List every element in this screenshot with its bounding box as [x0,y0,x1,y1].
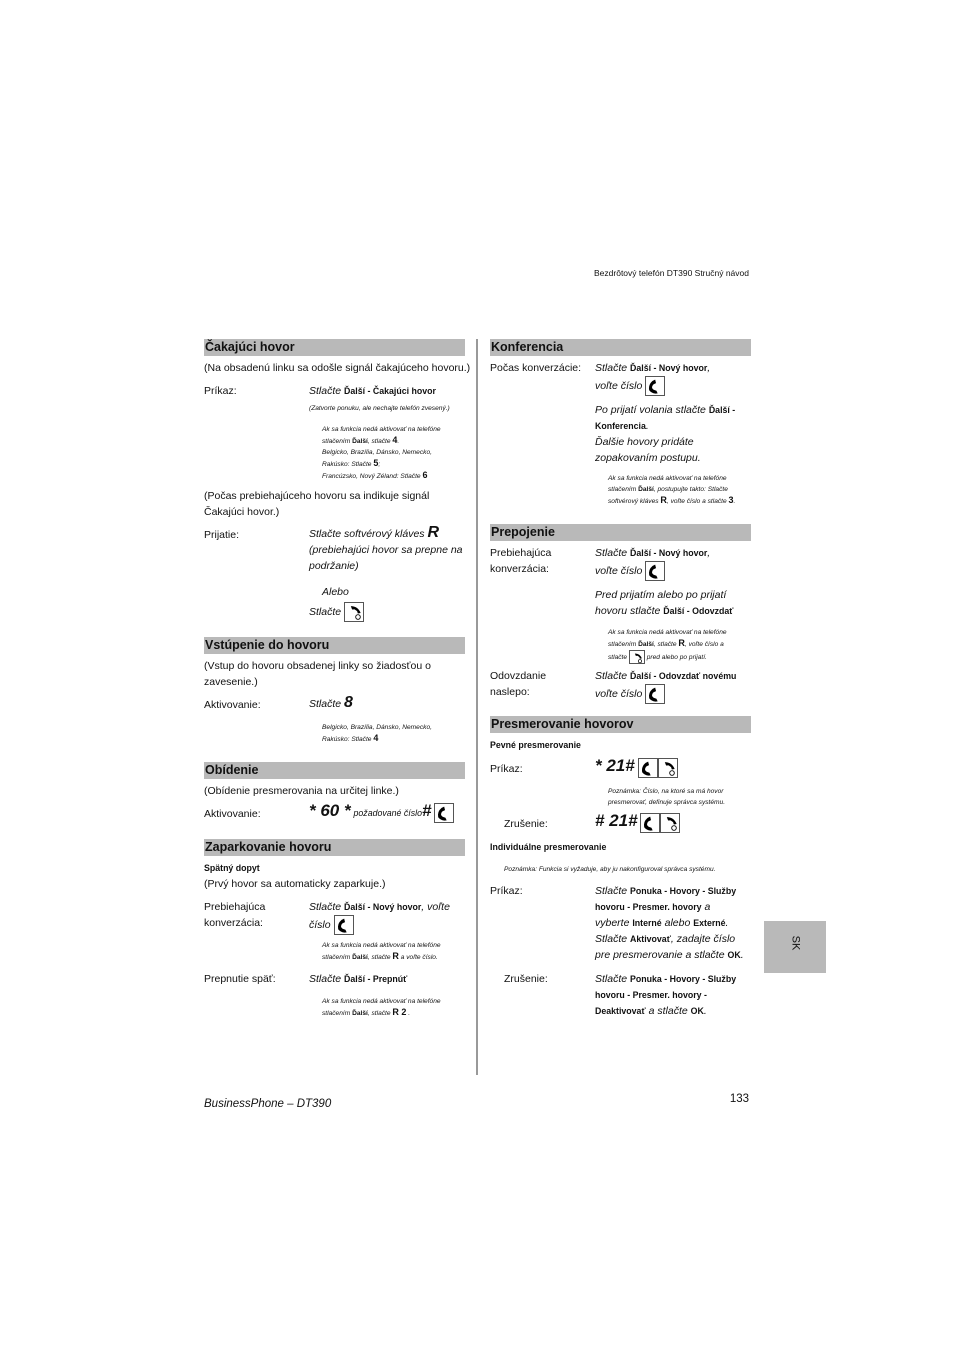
presm-zrusenie-label: Zrušenie: [504,818,548,830]
vstupenie-intro: (Vstup do hovoru obsadenej linky so žiadosťou o zavesenie.) [204,660,431,688]
zaparkovanie-note2: Ak sa funkcia nedá aktivovať na telefóne stlačením Ďalší, stlačte R 2 . [322,998,441,1017]
cakajuci-note: Ak sa funkcia nedá aktivovať na telefóne stlačením Ďalší, stlačte 4. Belgicko, Brazília, Dánsko, Nemecko, Rakúsko: Stlačte 5; Francúzsko, Nový Zéland: Stlačte 6 [322,426,441,480]
phone-offhook-icon [645,376,665,396]
vstupenie-note: Belgicko, Brazília, Dánsko, Nemecko, Rakúsko: Stlačte 4 [322,724,432,743]
ind-prikaz-label: Príkaz: [490,885,523,897]
phone-onhook-icon [658,758,678,778]
pevne-presmerovanie: Pevné presmerovanie [490,740,581,750]
ind-zrusenie-value: Stlačte Ponuka - Hovory - Služby hovoru - Presmer. hovory - Deaktivovať a stlačte OK. [595,973,737,1017]
presm-note2: Poznámka: Funkcia si vyžaduje, aby ju nakonfiguroval správca systému. [504,866,716,873]
section-title-zaparkovanie: Zaparkovanie hovoru [204,839,465,856]
ind-prikaz-value: Stlačte Ponuka - Hovory - Služby hovoru - Presmer. hovory a vyberte Interné alebo Externé. Stlačte Aktivovať, zadajte číslo pre presmerovanie a stlačte OK. [595,885,744,961]
obidenie-intro: (Obídenie presmerovania na určitej linke.) [204,785,399,797]
phone-offhook-icon [638,758,658,778]
column-divider [476,339,478,1075]
phone-offhook-icon [645,684,665,704]
cakajuci-intro2: (Počas prebiehajúceho hovoru sa indikuje signál Čakajúci hovor.) [204,490,430,518]
konferencia-note: Ak sa funkcia nedá aktivovať na telefóne stlačením Ďalší, postupujte takto: Stlačte softvérový kláves R, voľte číslo a stlačte 3. [608,475,736,505]
obidenie-value: * 60 * požadované číslo# [309,803,454,823]
section-title-prepojenie: Prepojenie [490,524,751,541]
presm-prikaz-value: * 21# [595,758,678,778]
vstupenie-label: Aktivovanie: [204,699,261,711]
section-title-obidenie: Obídenie [204,762,465,779]
cakajuci-prikaz-note: (Zatvorte ponuku, ale nechajte telefón zvesený.) [309,405,450,412]
ind-zrusenie-label: Zrušenie: [504,973,548,985]
zaparkovanie-note1: Ak sa funkcia nedá aktivovať na telefóne stlačením Ďalší, stlačte R a voľte číslo. [322,942,441,961]
section-title-konferencia: Konferencia [490,339,751,356]
prepnutie-value: Stlačte Ďalší - Prepnúť [309,973,408,985]
phone-onhook-icon [629,650,645,664]
section-title-cakajuci-hovor: Čakajúci hovor [204,339,465,356]
odovzdanie-label: Odovzdanie naslepo: [490,670,547,698]
page-header: Bezdrôtový telefón DT390 Stručný návod [594,268,749,278]
vstupenie-value: Stlačte 8 [309,694,353,711]
individualne-presmerovanie: Individuálne presmerovanie [490,842,607,852]
stlacte-onhook: Stlačte [309,602,364,622]
prijatie-value: Stlačte softvérový kláves R (prebiehajúci hovor sa prepne na podržanie) [309,524,463,572]
zaparkovanie-label1: Prebiehajúca konverzácia: [204,901,266,929]
konferencia-value: Stlačte Ďalší - Nový hovor, voľte číslo Po prijatí volania stlačte Ďalší - Konferencia. Ďalšie hovory pridáte zopakovaním postupu. [595,362,736,464]
phone-onhook-icon [344,602,364,622]
section-title-vstupenie: Vstúpenie do hovoru [204,637,465,654]
phone-offhook-icon [640,813,660,833]
language-side-tab [764,921,826,973]
phone-offhook-icon [645,561,665,581]
side-tab-label: SK [789,935,802,951]
zaparkovanie-value1: Stlačte Ďalší - Nový hovor, voľte číslo [309,899,450,935]
zaparkovanie-intro: (Prvý hovor sa automaticky zaparkuje.) [204,878,386,890]
cakajuci-prikaz-value: Stlačte Ďalší - Čakajúci hovor [309,385,436,397]
alebo-text: Alebo [322,586,349,598]
zaparkovanie-subtitle: Spätný dopyt [204,863,260,873]
section-title-presmerovanie: Presmerovanie hovorov [490,716,751,733]
phone-offhook-icon [434,803,454,823]
page-number: 133 [729,1093,749,1105]
cakajuci-prikaz-label: Príkaz: [204,385,237,397]
konferencia-label: Počas konverzácie: [490,362,582,374]
phone-offhook-icon [334,915,354,935]
cakajuci-intro: (Na obsadenú linku sa odošle signál čakajúceho hovoru.) [204,362,471,374]
obidenie-label: Aktivovanie: [204,808,261,820]
phone-onhook-icon [660,813,680,833]
prepnutie-label: Prepnutie späť: [204,973,276,985]
presm-prikaz-label: Príkaz: [490,763,523,775]
prepojenie-note: Ak sa funkcia nedá aktivovať na telefóne stlačením Ďalší, stlačte R, voľte číslo a stlačte pred alebo po prijatí. [608,627,727,664]
footer-title: BusinessPhone – DT390 [204,1098,332,1110]
prepojenie-value1: Stlačte Ďalší - Nový hovor, voľte číslo Pred prijatím alebo po prijatí hovoru stlačte Ďalší - Odovzdať [595,547,734,617]
presm-zrusenie-value: # 21# [595,813,680,833]
prijatie-label: Prijatie: [204,529,240,541]
presm-note1: Poznámka: Číslo, na ktoré sa má hovor presmerovať, definuje správca systému. [608,788,726,806]
odovzdanie-value: Stlačte Ďalší - Odovzdať novému voľte číslo [595,668,736,704]
prepojenie-label1: Prebiehajúca konverzácia: [490,547,552,575]
